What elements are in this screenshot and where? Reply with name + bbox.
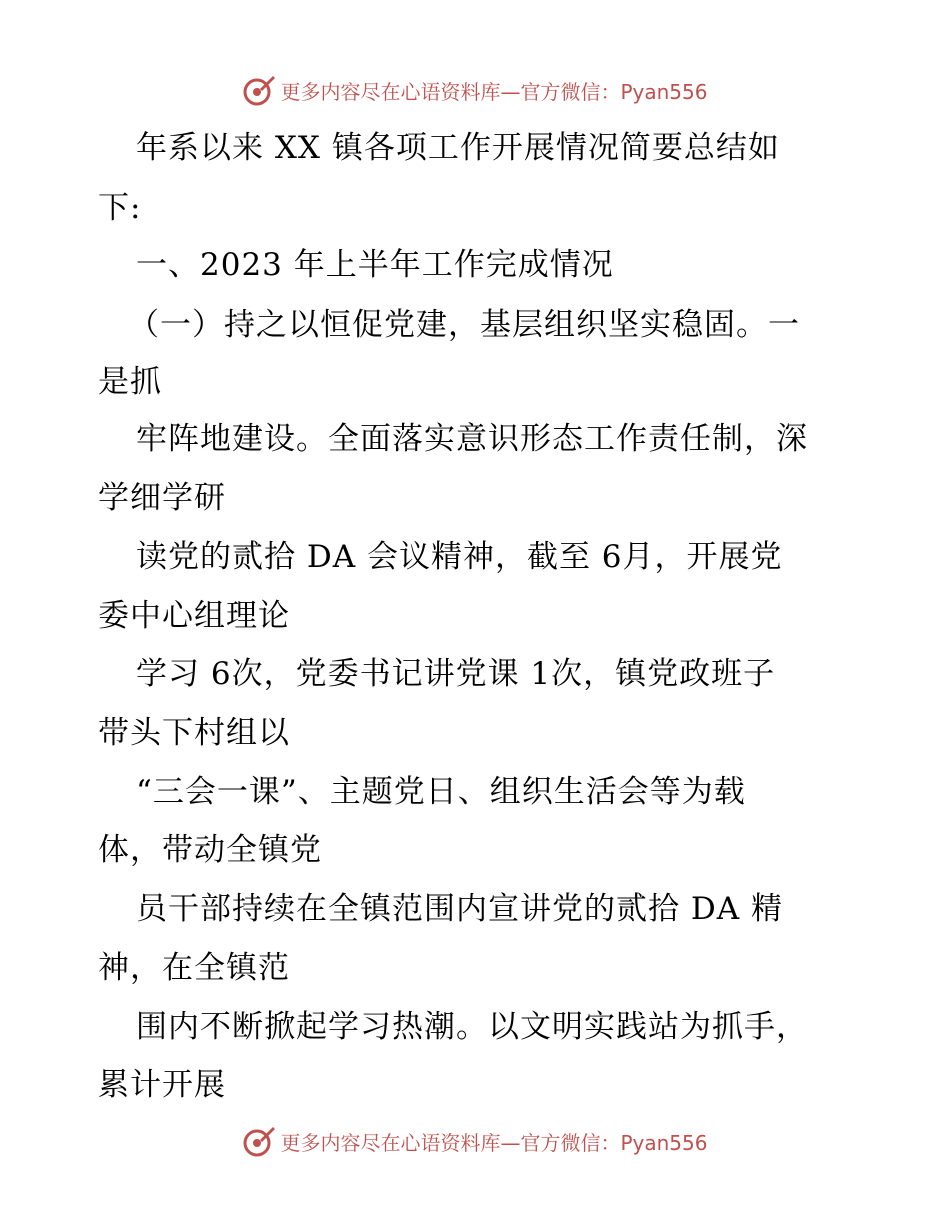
body-line: 牢阵地建设。全面落实意识形态工作责任制，深 xyxy=(136,421,808,457)
body-line: 体，带动全镇党 xyxy=(98,832,322,868)
footer-banner-text: 更多内容尽在心语资料库—官方微信：Pyan556 xyxy=(280,1130,708,1155)
body-line: 学细学研 xyxy=(98,480,226,516)
body-line: 读党的贰拾 DA 会议精神，截至 6月，开展党 xyxy=(136,539,783,575)
subsection-heading: （一）持之以恒促党建，基层组织坚实稳固。一 xyxy=(128,307,800,343)
body-line: 累计开展 xyxy=(98,1067,226,1103)
pen-logo-icon xyxy=(242,1124,276,1158)
body-line: 神，在全镇范 xyxy=(98,950,290,986)
body-line: 年系以来 XX 镇各项工作开展情况简要总结如 xyxy=(136,130,780,166)
body-line: “三会一课”、主题党日、组织生活会等为载 xyxy=(136,774,746,810)
body-line: 委中心组理论 xyxy=(98,598,290,634)
body-line: 下: xyxy=(98,190,142,226)
body-line: 是抓 xyxy=(98,364,162,400)
header-banner xyxy=(0,70,950,110)
body-line: 围内不断掀起学习热潮。以文明实践站为抓手， xyxy=(136,1009,808,1045)
pen-logo-icon xyxy=(242,73,276,107)
body-line: 学习 6次，党委书记讲党课 1次，镇党政班子 xyxy=(136,656,776,692)
body-line: 员干部持续在全镇范围内宣讲党的贰拾 DA 精 xyxy=(136,891,783,927)
header-banner-text: 更多内容尽在心语资料库—官方微信：Pyan556 xyxy=(280,79,708,104)
footer-banner xyxy=(0,1121,950,1161)
body-line: 带头下村组以 xyxy=(98,715,290,751)
section-heading: 一、2023 年上半年工作完成情况 xyxy=(136,247,614,283)
